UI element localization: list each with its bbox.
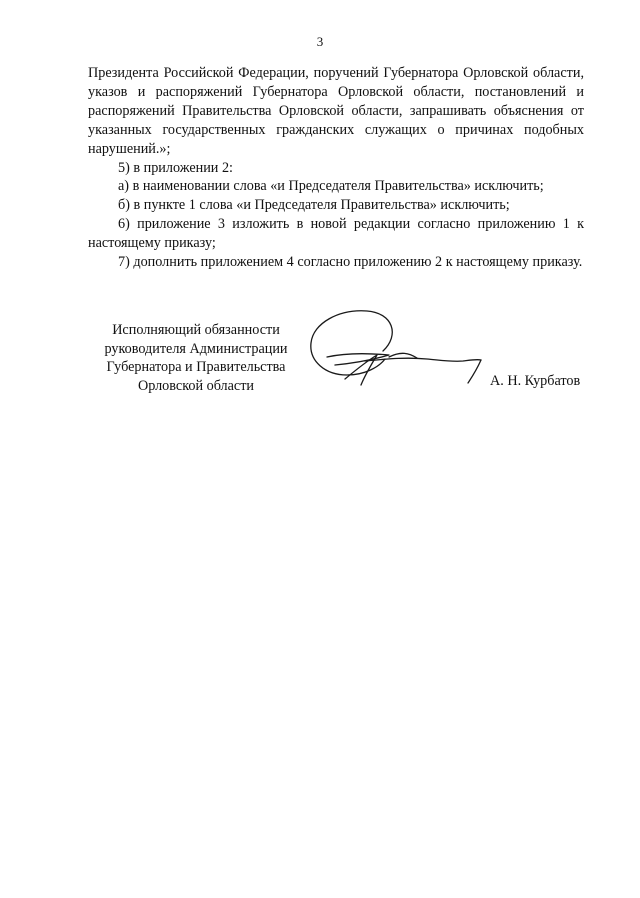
paragraph-item-5a: а) в наименовании слова «и Председателя Правительства» исключить; — [118, 178, 544, 195]
signatory-position — [86, 321, 306, 395]
position-line-1: Исполняющий обязанности — [112, 322, 280, 338]
page-number: 3 — [316, 34, 324, 49]
position-line-3: Губернатора и Правительства — [106, 359, 286, 375]
signer-name: А. Н. Курбатов — [490, 373, 581, 389]
paragraph-item-7: 7) дополнить приложением 4 согласно приложению 2 к настоящему приказу. — [118, 254, 583, 271]
paragraph-item-6: 6) приложение 3 изложить в новой редакции согласно приложению 1 к настоящему приказу; — [88, 216, 584, 252]
paragraph-item-5: 5) в приложении 2: — [118, 159, 233, 176]
handwritten-signature-icon — [305, 305, 495, 395]
position-line-2: руководителя Администрации — [104, 340, 288, 357]
document-body — [88, 64, 584, 272]
position-line-4: Орловской области — [137, 377, 255, 394]
paragraph-continuation: Президента Российской Федерации, поручений Губернатора Орловской области, указов и распоряжений Губернатора Орловской области, постановлений и распоряжений Правительства Орловской области, запрашивать объяснения от указанных государственных гражданских служащих о причинах подобных нарушений.»; — [88, 65, 584, 157]
paragraph-item-5b: б) в пункте 1 слова «и Председателя Правительства» исключить; — [118, 197, 510, 214]
